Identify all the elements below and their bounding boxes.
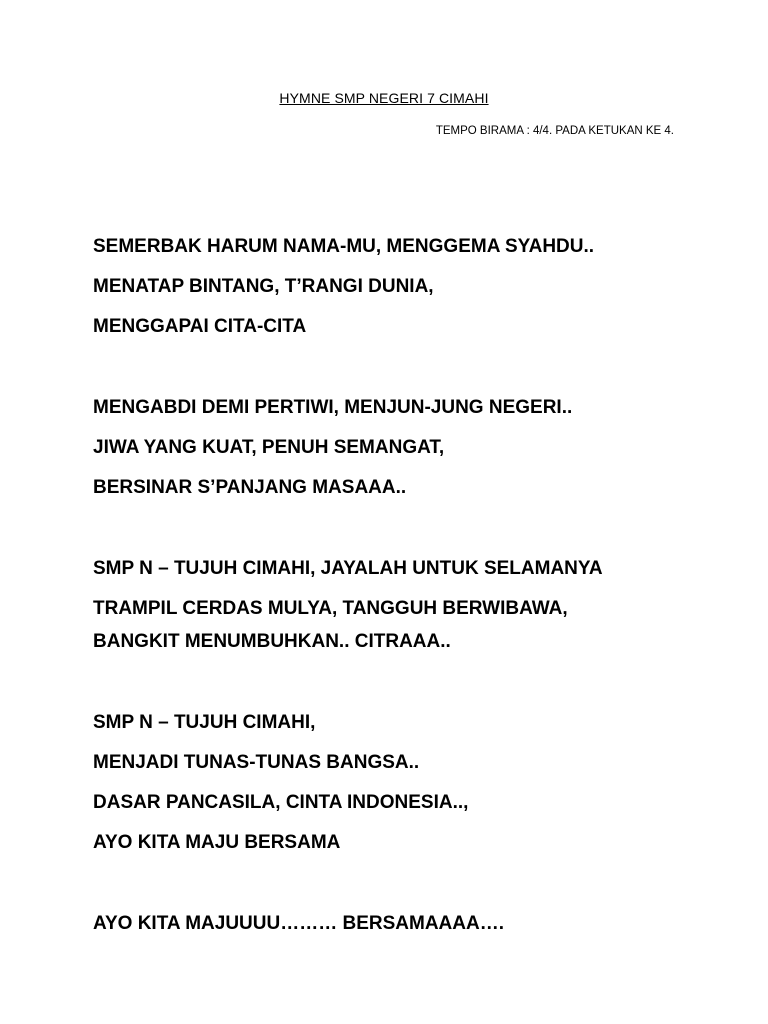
stanza-spacer [93, 513, 733, 554]
lyric-line: JIWA YANG KUAT, PENUH SEMANGAT, [93, 437, 445, 458]
stanza-3 [93, 554, 733, 667]
lyrics-body [93, 232, 733, 949]
lyric-line: AYO KITA MAJUUUU……… BERSAMAAAA…. [93, 913, 504, 934]
lyric-line: SEMERBAK HARUM NAMA-MU, MENGGEMA SYAHDU.. [93, 236, 595, 257]
lyric-line: DASAR PANCASILA, CINTA INDONESIA.., [93, 792, 469, 813]
stanza-spacer [93, 868, 733, 909]
lyric-line: MENJADI TUNAS-TUNAS BANGSA.. [93, 752, 420, 773]
lyric-line: SMP N – TUJUH CIMAHI, [93, 712, 316, 733]
stanza-spacer [93, 352, 733, 393]
stanza-2 [93, 393, 733, 513]
stanza-5 [93, 909, 733, 949]
lyric-line: MENATAP BINTANG, T’RANGI DUNIA, [93, 276, 434, 297]
lyric-line: MENGGAPAI CITA-CITA [93, 316, 307, 337]
stanza-1 [93, 232, 733, 352]
lyric-line: AYO KITA MAJU BERSAMA [93, 832, 341, 853]
lyric-line: BERSINAR S’PANJANG MASAAA.. [93, 477, 407, 498]
lyric-line: BANGKIT MENUMBUHKAN.. CITRAAA.. [93, 631, 451, 652]
lyric-line: SMP N – TUJUH CIMAHI, JAYALAH UNTUK SELAMANYA [93, 558, 603, 579]
lyric-line: TRAMPIL CERDAS MULYA, TANGGUH BERWIBAWA, [93, 598, 568, 619]
stanza-4 [93, 708, 733, 868]
lyric-line: MENGABDI DEMI PERTIWI, MENJUN-JUNG NEGERI.. [93, 397, 573, 418]
document-title: HYMNE SMP NEGERI 7 CIMAHI [279, 90, 489, 106]
tempo-note: TEMPO BIRAMA : 4/4. PADA KETUKAN KE 4. [435, 125, 674, 137]
stanza-spacer [93, 667, 733, 708]
